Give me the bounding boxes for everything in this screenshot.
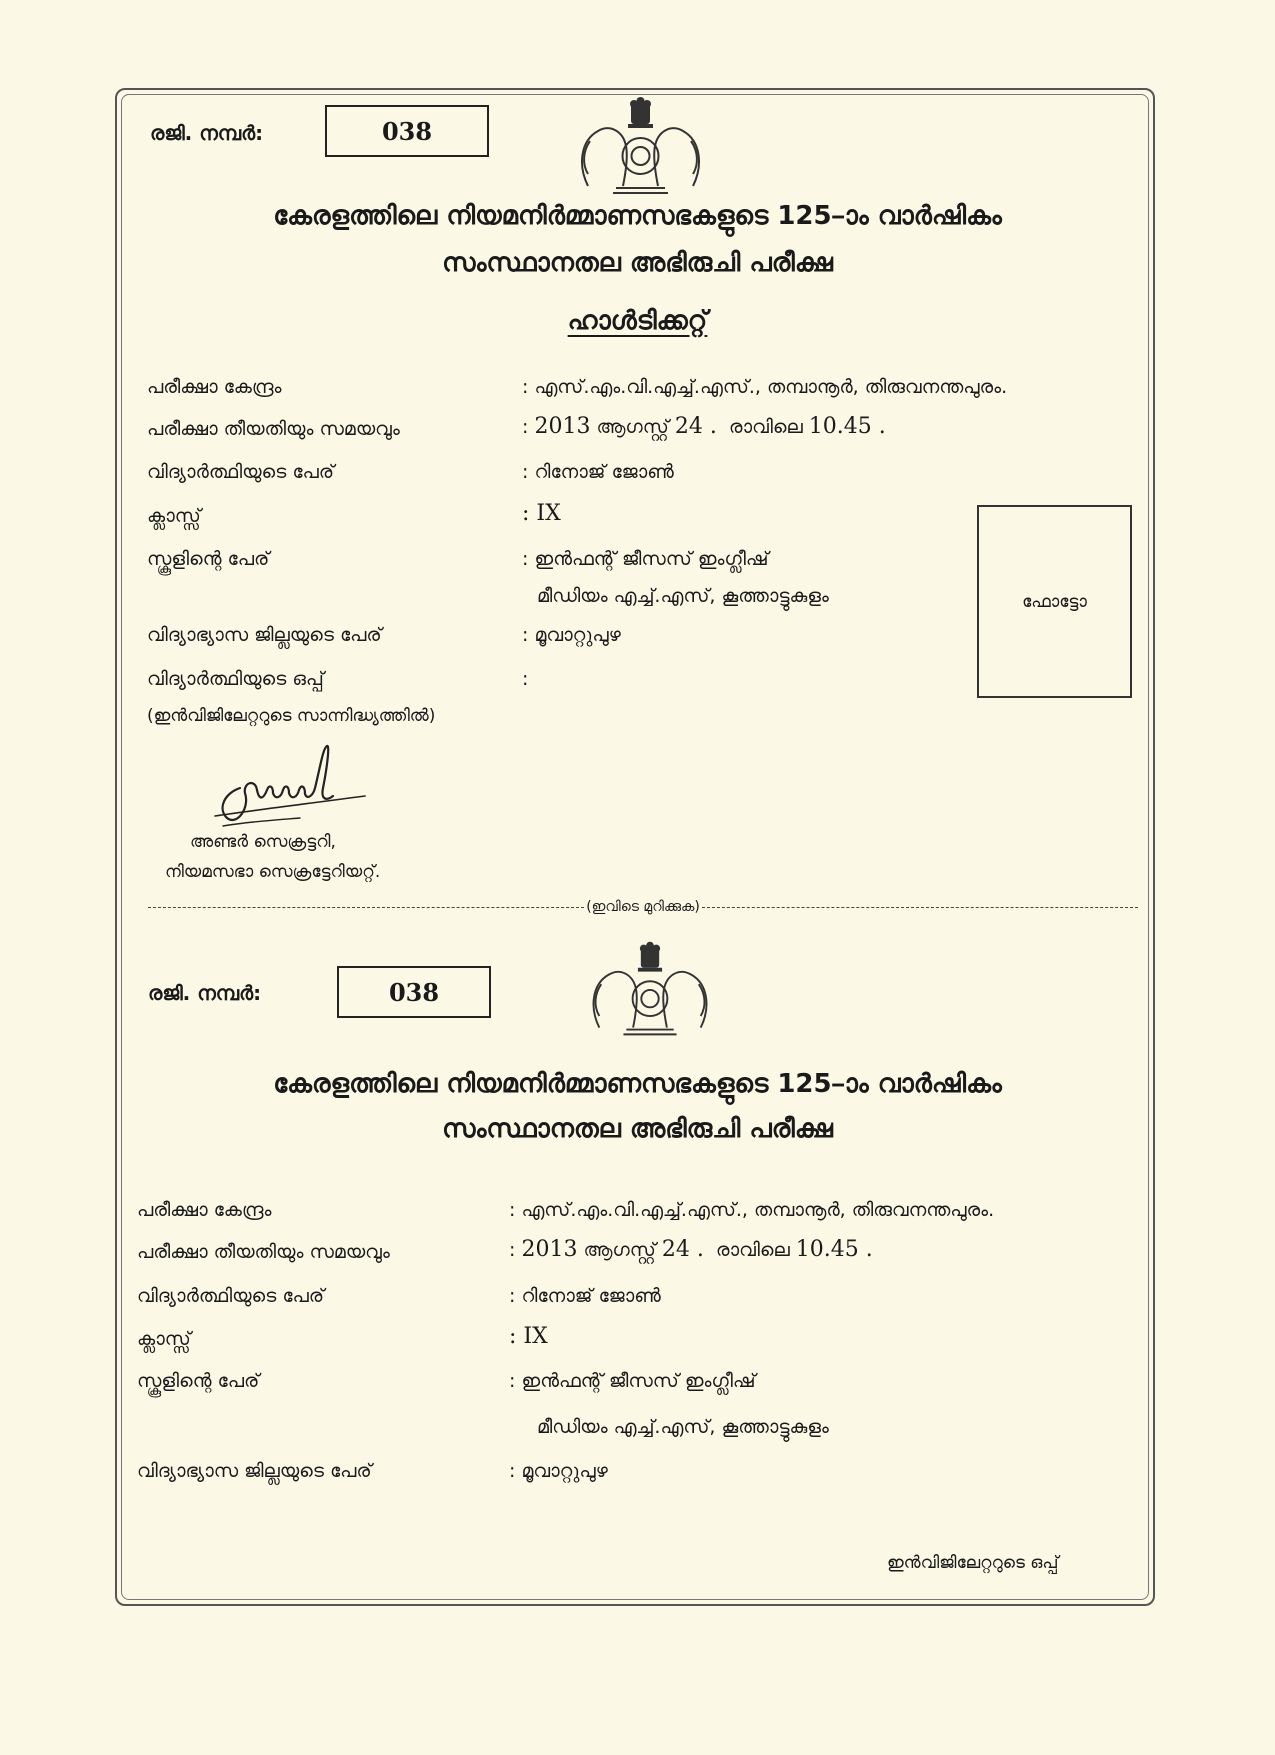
signature-icon (205, 738, 385, 833)
date-day-bottom: 24 . (661, 1237, 704, 1262)
signatory-line-1: അണ്ടർ സെക്രട്ടറി, (190, 832, 336, 852)
date-label-bottom: പരീക്ഷാ തീയതിയും സമയവും (137, 1241, 390, 1263)
name-label: വിദ്യാർത്ഥിയുടെ പേര് (147, 461, 335, 483)
reg-number-box-bottom: 038 (337, 966, 491, 1018)
district-label: വിദ്യാഭ്യാസ ജില്ലയുടെ പേര് (147, 624, 382, 646)
class-value-bottom: : IX (509, 1324, 548, 1349)
cut-line (148, 897, 1138, 917)
date-year-bottom: 2013 (521, 1237, 578, 1262)
cut-dash-left (148, 907, 584, 908)
student-signature-label: വിദ്യാർത്ഥിയുടെ ഒപ്പ് (147, 668, 324, 690)
date-day: 24 . (674, 414, 717, 439)
title-line-1: കേരളത്തിലെ നിയമനിർമ്മാണസഭകളുടെ 125–ാം വാർഷികം (273, 201, 1002, 231)
date-month: ആഗസ്റ്റ് (596, 416, 669, 438)
center-label-bottom: പരീക്ഷാ കേന്ദ്രം (137, 1199, 272, 1221)
date-colon: : (522, 416, 529, 438)
center-label: പരീക്ഷാ കേന്ദ്രം (147, 376, 282, 398)
title-line-2-bottom: സംസ്ഥാനതല അഭിരുചി പരീക്ഷ (442, 1114, 833, 1144)
date-morning: രാവിലെ (728, 416, 803, 438)
reg-number-label-bottom: രജി. നമ്പർ: (148, 981, 262, 1005)
district-value-bottom: : മൂവാറ്റുപുഴ (509, 1460, 608, 1482)
invigilator-signature-label: ഇൻവിജിലേറ്ററുടെ ഒപ്പ് (887, 1553, 1059, 1573)
student-signature-value: : (522, 668, 529, 690)
date-year: 2013 (534, 414, 591, 439)
date-value-bottom (509, 1237, 873, 1262)
school-value-line-1: : ഇൻഫന്റ് ജീസസ് ഇംഗ്ലീഷ് (522, 548, 769, 570)
signatory-line-2: നിയമസഭാ സെക്രട്ടേറിയറ്റ്. (165, 862, 381, 882)
kerala-emblem-icon-bottom (580, 940, 720, 1038)
district-label-bottom: വിദ്യാഭ്യാസ ജില്ലയുടെ പേര് (137, 1460, 372, 1482)
center-value-bottom: : എസ്.എം.വി.എച്ച്.എസ്., തമ്പാനൂർ, തിരുവനന്തപുരം. (509, 1199, 995, 1221)
reg-number-label: രജി. നമ്പർ: (150, 121, 264, 145)
school-value-line-2: മീഡിയം എച്ച്.എസ്, കൂത്താട്ടുകുളം (537, 585, 829, 607)
class-label: ക്ലാസ്സ് (147, 505, 201, 527)
reg-number-box: 038 (325, 105, 489, 157)
school-label: സ്കൂളിന്റെ പേര് (147, 548, 270, 570)
date-morning-bottom: രാവിലെ (715, 1239, 790, 1261)
date-time: 10.45 . (808, 414, 886, 439)
photo-label: ഫോട്ടോ (1022, 591, 1087, 612)
kerala-emblem-icon (568, 96, 713, 196)
date-label: പരീക്ഷാ തീയതിയും സമയവും (147, 418, 400, 440)
name-value: : റിനോജ് ജോൺ (522, 461, 674, 483)
name-label-bottom: വിദ്യാർത്ഥിയുടെ പേര് (137, 1285, 325, 1307)
hall-ticket-heading: ഹാൾടിക്കറ്റ് (567, 306, 708, 336)
date-value (522, 414, 886, 439)
class-value: : IX (522, 501, 561, 526)
school-label-bottom: സ്കൂളിന്റെ പേര് (137, 1370, 260, 1392)
school-value-line-1-bottom: : ഇൻഫന്റ് ജീസസ് ഇംഗ്ലീഷ് (509, 1370, 756, 1392)
cut-here-label: (ഇവിടെ മുറിക്കുക) (586, 899, 700, 915)
title-line-2: സംസ്ഥാനതല അഭിരുചി പരീക്ഷ (442, 248, 833, 278)
name-value-bottom: : റിനോജ് ജോൺ (509, 1285, 661, 1307)
school-value-line-2-bottom: മീഡിയം എച്ച്.എസ്, കൂത്താട്ടുകുളം (537, 1416, 829, 1438)
class-label-bottom: ക്ലാസ്സ് (137, 1328, 191, 1350)
date-time-bottom: 10.45 . (795, 1237, 873, 1262)
title-line-1-bottom: കേരളത്തിലെ നിയമനിർമ്മാണസഭകളുടെ 125–ാം വാർഷികം (273, 1069, 1002, 1099)
district-value: : മൂവാറ്റുപുഴ (522, 624, 621, 646)
cut-dash-right (702, 907, 1138, 908)
invigilator-presence-note: (ഇൻവിജിലേറ്ററുടെ സാന്നിദ്ധ്യത്തിൽ) (147, 706, 436, 726)
center-value: : എസ്.എം.വി.എച്ച്.എസ്., തമ്പാനൂർ, തിരുവനന്തപുരം. (522, 376, 1008, 398)
date-month-bottom: ആഗസ്റ്റ് (583, 1239, 656, 1261)
date-colon-bottom: : (509, 1239, 516, 1261)
photo-box (977, 505, 1132, 698)
